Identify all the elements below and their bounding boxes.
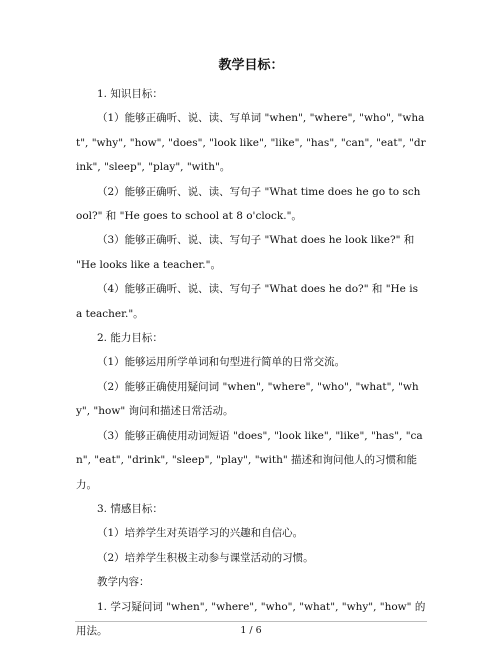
paragraph: （2）能够正确使用疑问词 "when", "where", "who", "what", "why", "how" 询问和描述日常活动。 — [76, 380, 419, 418]
paragraph: （3）能够正确使用动词短语 "does", "look like", "like", "has", "can", "eat", "drink", "sleep", "play", "with" 描述和询问他人的习惯和能力。 — [76, 429, 423, 491]
paragraph: 1. 知识目标： — [97, 88, 163, 100]
section-title: 教学目标： — [218, 58, 284, 73]
paragraph: （1）培养学生对英语学习的兴趣和自信心。 — [97, 527, 304, 540]
page-number: 1 / 6 — [240, 625, 262, 636]
paragraph: （3）能够正确听、说、读、写句子 "What does he look like?" 和 "He looks like a teacher."。 — [76, 234, 415, 271]
document-body — [76, 82, 426, 643]
paragraph: （2）能够正确听、说、读、写句子 "What time does he go to school?" 和 "He goes to school at 8 o'clock."。 — [76, 185, 421, 223]
paragraph: （1）能够正确听、说、读、写单词 "when", "where", "who", "what", "why", "how", "does", "look like", "like", "has", "can", "eat", "drink", "sleep", "play", "with"。 — [76, 112, 426, 174]
paragraph: 3. 情感目标： — [97, 502, 163, 515]
paragraph: （4）能够正确听、说、读、写句子 "What does he do?" 和 "He is a teacher."。 — [76, 283, 418, 320]
paragraph: 1. 学习疑问词 "when", "where", "who", "what", "why", "how" 的用法。 — [76, 600, 426, 637]
paragraph: 教学内容： — [97, 576, 150, 589]
paragraph: （2）培养学生积极主动参与课堂活动的习惯。 — [97, 551, 314, 564]
footer-divider — [75, 621, 427, 622]
paragraph: （1）能够运用所学单词和句型进行简单的日常交流。 — [97, 356, 346, 369]
paragraph: 2. 能力目标： — [97, 332, 163, 345]
